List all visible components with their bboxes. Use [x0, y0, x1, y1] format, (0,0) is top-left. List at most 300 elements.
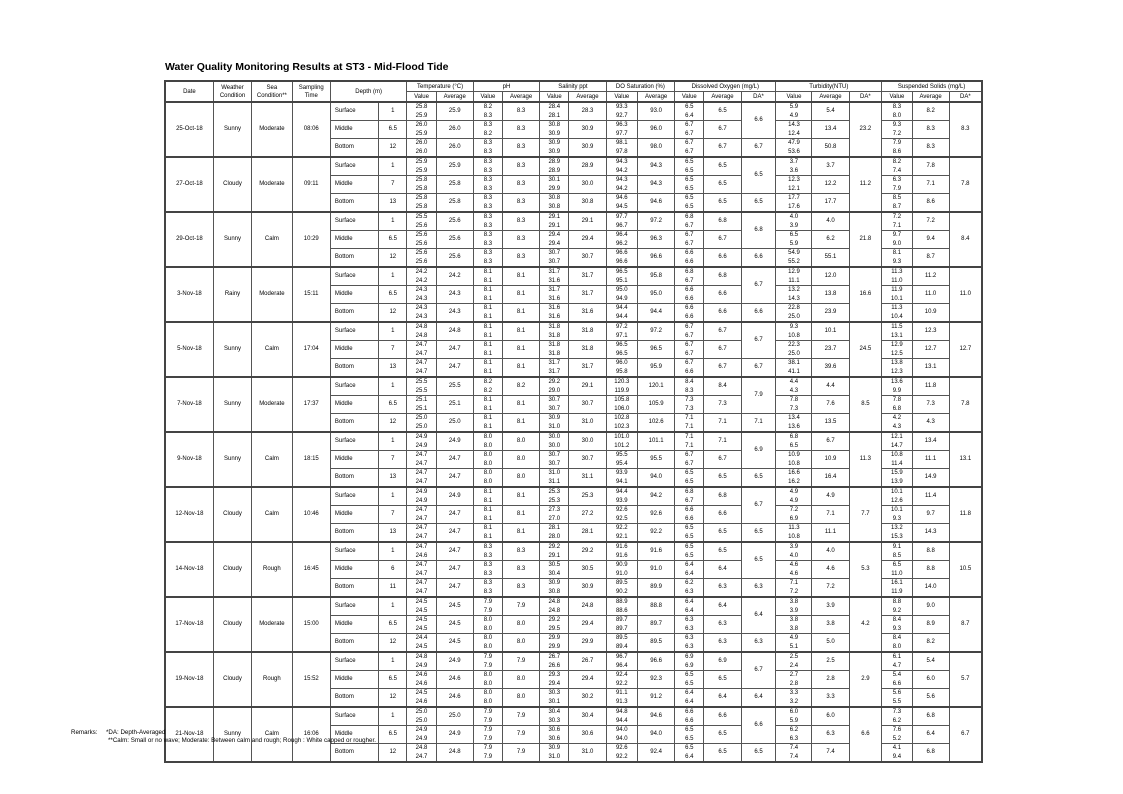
- temperature-values: [407, 487, 436, 506]
- subheader-average: Average: [569, 92, 606, 103]
- suspended-solids-average: 11.2: [912, 267, 949, 286]
- dissolved-oxygen-average: 6.6: [704, 249, 741, 268]
- ph-values-reading: 8.1: [483, 287, 493, 293]
- dissolved-oxygen-values-reading: 6.8: [685, 214, 694, 220]
- dissolved-oxygen-average: 6.5: [704, 726, 741, 744]
- turbidity-da: 11.3: [849, 432, 882, 487]
- salinity-average: 31.8: [569, 341, 606, 359]
- temperature-values: [407, 597, 436, 616]
- temperature-values-reading: 25.1: [415, 405, 428, 412]
- temperature-average: 24.9: [436, 652, 473, 671]
- turbidity-values-reading: 4.9: [789, 635, 799, 641]
- dissolved-oxygen-values: [675, 432, 704, 451]
- sea-condition-cell: Rough: [252, 652, 293, 707]
- suspended-solids-values-reading: 11.4: [891, 460, 903, 467]
- suspended-solids-values: [882, 102, 912, 121]
- turbidity-values-reading: 6.0: [789, 709, 799, 715]
- dissolved-oxygen-values: [675, 561, 704, 579]
- date-group: [165, 542, 982, 597]
- dissolved-oxygen-da: 6.4: [741, 597, 776, 634]
- suspended-solids-values-reading: 9.7: [892, 232, 902, 238]
- temperature-values: [407, 561, 436, 579]
- dissolved-oxygen-values-reading: 6.6: [685, 250, 694, 256]
- depth-m-cell: 1: [379, 707, 407, 726]
- salinity-values: [540, 176, 569, 194]
- temperature-average: 24.7: [436, 524, 473, 543]
- sampling-time-cell: 15:52: [292, 652, 330, 707]
- do-saturation-values-reading: 92.5: [615, 515, 628, 522]
- salinity-average: 29.1: [569, 377, 606, 396]
- turbidity-values-reading: 25.0: [788, 350, 800, 357]
- turbidity-values-reading: 12.3: [788, 177, 800, 183]
- ph-values-reading: 8.1: [483, 277, 493, 284]
- depth-m-cell: 1: [379, 267, 407, 286]
- salinity-values: [540, 212, 569, 231]
- depth-m-cell: 1: [379, 322, 407, 341]
- turbidity-values-reading: 2.5: [789, 654, 799, 660]
- dissolved-oxygen-average: 7.3: [704, 396, 741, 414]
- suspended-solids-average: 6.4: [912, 726, 949, 744]
- weather-cell: Sunny: [213, 322, 251, 377]
- turbidity-values-reading: 3.8: [789, 625, 799, 632]
- turbidity-average: 11.1: [812, 524, 849, 543]
- suspended-solids-values-reading: 6.3: [892, 177, 902, 183]
- turbidity-values-reading: 10.9: [788, 452, 800, 458]
- depth-label-cell: Surface: [330, 542, 378, 561]
- dissolved-oxygen-values: [675, 231, 704, 249]
- ph-values-reading: 8.3: [483, 552, 493, 559]
- salinity-values-reading: 28.0: [548, 533, 561, 540]
- suspended-solids-values: [882, 451, 912, 469]
- table-row: [165, 432, 982, 451]
- temperature-values-reading: 24.7: [415, 562, 428, 568]
- suspended-solids-values-reading: 7.6: [892, 727, 902, 733]
- header-depth: Depth (m): [330, 81, 407, 102]
- do-saturation-values-reading: 91.6: [615, 544, 628, 550]
- do-saturation-values: [606, 432, 638, 451]
- salinity-values: [540, 744, 569, 763]
- suspended-solids-values-reading: 9.3: [892, 122, 902, 128]
- dissolved-oxygen-average: 6.7: [704, 121, 741, 139]
- temperature-values-reading: 25.8: [415, 185, 428, 192]
- do-saturation-values-reading: 96.5: [615, 342, 628, 348]
- do-saturation-values-reading: 119.9: [614, 387, 630, 394]
- do-saturation-values-reading: 94.1: [615, 478, 628, 485]
- ph-values: [473, 432, 502, 451]
- depth-label-cell: Middle: [330, 231, 378, 249]
- do-saturation-values: [606, 377, 638, 396]
- temperature-values-reading: 24.5: [415, 599, 428, 605]
- salinity-average: 30.9: [569, 579, 606, 598]
- subheader-average: Average: [912, 92, 949, 103]
- turbidity-values-reading: 4.6: [789, 562, 799, 568]
- weather-cell: Sunny: [213, 102, 251, 157]
- ph-average: 8.0: [503, 671, 540, 689]
- dissolved-oxygen-values-reading: 6.6: [685, 709, 694, 715]
- ph-values: [473, 561, 502, 579]
- ph-values-reading: 8.0: [483, 625, 493, 632]
- temperature-average: 24.7: [436, 542, 473, 561]
- turbidity-average: 7.2: [812, 579, 849, 598]
- do-saturation-values: [606, 634, 638, 653]
- suspended-solids-values-reading: 13.8: [891, 360, 903, 366]
- do-saturation-values-reading: 102.3: [614, 423, 630, 430]
- ph-values: [473, 652, 502, 671]
- temperature-average: 26.0: [436, 139, 473, 158]
- dissolved-oxygen-da: 6.7: [741, 322, 776, 359]
- temperature-values-reading: 24.7: [415, 588, 428, 595]
- suspended-solids-average: 6.8: [912, 744, 949, 763]
- salinity-values-reading: 31.7: [548, 360, 561, 366]
- salinity-average: 30.8: [569, 194, 606, 213]
- turbidity-average: 7.1: [812, 506, 849, 524]
- sampling-time-cell: 08:06: [292, 102, 330, 157]
- depth-label-cell: Bottom: [330, 579, 378, 598]
- turbidity-values-reading: 2.7: [789, 672, 799, 678]
- ph-average: 7.9: [503, 726, 540, 744]
- temperature-values-reading: 24.7: [415, 470, 428, 476]
- ph-values-reading: 8.0: [483, 434, 493, 440]
- turbidity-average: 13.4: [812, 121, 849, 139]
- salinity-average: 28.9: [569, 157, 606, 176]
- suspended-solids-values: [882, 432, 912, 451]
- do-saturation-values-reading: 89.5: [615, 635, 628, 641]
- suspended-solids-values-reading: 12.1: [891, 434, 903, 440]
- temperature-average: 25.8: [436, 194, 473, 213]
- salinity-values-reading: 30.3: [548, 690, 561, 696]
- turbidity-values: [776, 726, 812, 744]
- do-saturation-values-reading: 91.3: [615, 698, 628, 705]
- turbidity-values-reading: 3.9: [789, 544, 799, 550]
- do-saturation-values-reading: 96.4: [615, 662, 628, 669]
- turbidity-values-reading: 13.4: [788, 415, 800, 421]
- temperature-average: 24.5: [436, 634, 473, 653]
- date-cell: 25-Oct-18: [165, 102, 213, 157]
- dissolved-oxygen-average: 6.7: [704, 341, 741, 359]
- dissolved-oxygen-average: 7.1: [704, 414, 741, 433]
- temperature-values-reading: 24.7: [415, 478, 428, 485]
- temperature-values-reading: 24.5: [415, 607, 428, 614]
- ph-values-reading: 7.9: [483, 717, 493, 724]
- salinity-average: 30.7: [569, 396, 606, 414]
- salinity-values-reading: 30.7: [548, 258, 561, 265]
- dissolved-oxygen-values-reading: 6.5: [685, 525, 694, 531]
- suspended-solids-values: [882, 194, 912, 213]
- do-saturation-values-reading: 91.0: [615, 570, 628, 577]
- salinity-values-reading: 31.8: [548, 342, 561, 348]
- turbidity-values-reading: 3.9: [789, 607, 799, 614]
- ph-average: 8.3: [503, 121, 540, 139]
- depth-label-cell: Middle: [330, 506, 378, 524]
- dissolved-oxygen-values-reading: 6.4: [685, 690, 694, 696]
- dissolved-oxygen-average: 6.7: [704, 231, 741, 249]
- turbidity-average: 4.0: [812, 542, 849, 561]
- turbidity-values-reading: 13.2: [788, 287, 800, 293]
- temperature-values-reading: 24.7: [415, 368, 428, 375]
- do-saturation-values-reading: 96.4: [615, 232, 628, 238]
- suspended-solids-values-reading: 8.3: [892, 104, 902, 110]
- suspended-solids-values-reading: 13.2: [891, 525, 903, 531]
- suspended-solids-values-reading: 10.1: [891, 295, 903, 302]
- turbidity-da: 23.2: [849, 102, 882, 157]
- do-saturation-values: [606, 212, 638, 231]
- weather-cell: Cloudy: [213, 652, 251, 707]
- temperature-values: [407, 726, 436, 744]
- ph-values-reading: 7.9: [483, 654, 493, 660]
- do-saturation-values-reading: 94.2: [615, 185, 628, 192]
- turbidity-values-reading: 7.2: [789, 507, 799, 513]
- temperature-average: 25.9: [436, 102, 473, 121]
- ph-values-reading: 8.3: [483, 588, 493, 595]
- suspended-solids-values-reading: 9.9: [892, 387, 902, 394]
- temperature-values-reading: 24.5: [415, 690, 428, 696]
- weather-cell: Sunny: [213, 432, 251, 487]
- turbidity-values-reading: 53.6: [788, 148, 800, 155]
- salinity-values: [540, 231, 569, 249]
- turbidity-values-reading: 6.5: [789, 232, 799, 238]
- turbidity-values-reading: 5.9: [789, 240, 799, 247]
- ph-values: [473, 396, 502, 414]
- suspended-solids-average: 8.2: [912, 634, 949, 653]
- dissolved-oxygen-values-reading: 7.1: [685, 423, 694, 430]
- salinity-values-reading: 27.0: [548, 515, 561, 522]
- suspended-solids-values: [882, 322, 912, 341]
- depth-m-cell: 1: [379, 487, 407, 506]
- temperature-values-reading: 24.8: [415, 745, 428, 751]
- dissolved-oxygen-values-reading: 6.5: [685, 745, 694, 751]
- temperature-values-reading: 25.6: [415, 258, 428, 265]
- suspended-solids-values-reading: 8.0: [892, 643, 902, 650]
- salinity-average: 28.1: [569, 524, 606, 543]
- turbidity-values-reading: 6.5: [789, 442, 799, 449]
- dissolved-oxygen-da-bottom: 6.6: [741, 304, 776, 323]
- ph-average: 8.3: [503, 176, 540, 194]
- sea-condition-cell: Calm: [252, 432, 293, 487]
- depth-label-cell: Middle: [330, 561, 378, 579]
- suspended-solids-values: [882, 121, 912, 139]
- do-saturation-values-reading: 102.8: [614, 415, 630, 421]
- suspended-solids-values-reading: 10.1: [891, 489, 903, 495]
- suspended-solids-da: 11.8: [949, 487, 982, 542]
- dissolved-oxygen-values: [675, 396, 704, 414]
- dissolved-oxygen-values-reading: 6.4: [685, 562, 694, 568]
- depth-m-cell: 1: [379, 212, 407, 231]
- dissolved-oxygen-values: [675, 341, 704, 359]
- dissolved-oxygen-values: [675, 267, 704, 286]
- dissolved-oxygen-values-reading: 7.1: [685, 434, 694, 440]
- turbidity-values-reading: 4.0: [789, 214, 799, 220]
- temperature-values-reading: 25.0: [415, 709, 428, 715]
- temperature-values: [407, 652, 436, 671]
- dissolved-oxygen-values: [675, 726, 704, 744]
- turbidity-values: [776, 359, 812, 378]
- weather-cell: Sunny: [213, 377, 251, 432]
- do-saturation-values-reading: 89.5: [615, 580, 628, 586]
- suspended-solids-values: [882, 597, 912, 616]
- turbidity-values-reading: 14.3: [788, 122, 800, 128]
- dissolved-oxygen-values-reading: 6.5: [685, 185, 694, 192]
- suspended-solids-values: [882, 139, 912, 158]
- salinity-values-reading: 29.2: [548, 544, 561, 550]
- suspended-solids-average: 8.6: [912, 194, 949, 213]
- suspended-solids-da: 10.5: [949, 542, 982, 597]
- depth-label-cell: Surface: [330, 322, 378, 341]
- suspended-solids-values-reading: 8.1: [892, 250, 902, 256]
- temperature-values: [407, 469, 436, 488]
- suspended-solids-da: 6.7: [949, 707, 982, 762]
- dissolved-oxygen-values: [675, 506, 704, 524]
- temperature-values-reading: 25.6: [415, 250, 428, 256]
- ph-values: [473, 249, 502, 268]
- turbidity-average: 3.9: [812, 597, 849, 616]
- suspended-solids-values-reading: 13.1: [891, 332, 903, 339]
- depth-m-cell: 13: [379, 359, 407, 378]
- dissolved-oxygen-values: [675, 524, 704, 543]
- salinity-values-reading: 30.9: [548, 148, 561, 155]
- salinity-average: 29.9: [569, 634, 606, 653]
- dissolved-oxygen-values: [675, 359, 704, 378]
- sea-condition-cell: Calm: [252, 322, 293, 377]
- turbidity-average: 6.2: [812, 231, 849, 249]
- ph-values: [473, 322, 502, 341]
- do-saturation-values-reading: 89.4: [615, 643, 628, 650]
- do-saturation-values-reading: 95.5: [615, 452, 628, 458]
- suspended-solids-values-reading: 9.0: [892, 240, 902, 247]
- ph-average: 8.0: [503, 634, 540, 653]
- temperature-values-reading: 25.0: [415, 415, 428, 421]
- table-header: [165, 81, 982, 102]
- dissolved-oxygen-da-bottom: 6.7: [741, 359, 776, 378]
- do-saturation-values-reading: 105.8: [614, 397, 630, 403]
- do-saturation-average: 94.0: [638, 726, 675, 744]
- table-row: [165, 542, 982, 561]
- turbidity-average: 4.9: [812, 487, 849, 506]
- dissolved-oxygen-values-reading: 7.3: [685, 397, 694, 403]
- salinity-values-reading: 30.3: [548, 717, 561, 724]
- turbidity-values: [776, 377, 812, 396]
- dissolved-oxygen-values-reading: 6.6: [685, 305, 694, 311]
- temperature-values: [407, 616, 436, 634]
- dissolved-oxygen-values-reading: 6.3: [685, 617, 694, 623]
- date-group: [165, 597, 982, 652]
- turbidity-values: [776, 231, 812, 249]
- do-saturation-average: 89.7: [638, 616, 675, 634]
- ph-values-reading: 8.0: [483, 470, 493, 476]
- turbidity-values-reading: 3.2: [789, 698, 799, 705]
- date-cell: 3-Nov-18: [165, 267, 213, 322]
- depth-m-cell: 13: [379, 524, 407, 543]
- suspended-solids-values: [882, 377, 912, 396]
- temperature-average: 24.5: [436, 597, 473, 616]
- salinity-values-reading: 25.3: [548, 497, 561, 504]
- ph-values-reading: 8.0: [483, 452, 493, 458]
- temperature-values-reading: 25.8: [415, 104, 428, 110]
- suspended-solids-average: 14.3: [912, 524, 949, 543]
- do-saturation-average: 94.6: [638, 707, 675, 726]
- depth-label-cell: Bottom: [330, 689, 378, 708]
- do-saturation-values-reading: 96.2: [615, 240, 628, 247]
- depth-m-cell: 12: [379, 744, 407, 763]
- do-saturation-values-reading: 93.9: [615, 497, 628, 504]
- salinity-values-reading: 26.7: [548, 654, 561, 660]
- suspended-solids-da: 8.7: [949, 597, 982, 652]
- temperature-values: [407, 359, 436, 378]
- dissolved-oxygen-da-bottom: 6.6: [741, 249, 776, 268]
- suspended-solids-values-reading: 6.8: [892, 405, 902, 412]
- temperature-values-reading: 24.6: [415, 672, 428, 678]
- salinity-values-reading: 28.1: [548, 112, 561, 119]
- ph-values: [473, 341, 502, 359]
- dissolved-oxygen-average: 6.6: [704, 304, 741, 323]
- ph-average: 8.0: [503, 469, 540, 488]
- do-saturation-average: 96.5: [638, 341, 675, 359]
- ph-values-reading: 8.3: [483, 148, 493, 155]
- do-saturation-average: 94.0: [638, 469, 675, 488]
- header-suspended-solids: Suspended Solids (mg/L): [882, 81, 982, 92]
- salinity-values: [540, 689, 569, 708]
- suspended-solids-values: [882, 671, 912, 689]
- do-saturation-values: [606, 267, 638, 286]
- dissolved-oxygen-values-reading: 7.1: [685, 415, 694, 421]
- dissolved-oxygen-values-reading: 6.4: [685, 599, 694, 605]
- dissolved-oxygen-values-reading: 6.7: [685, 148, 694, 155]
- salinity-average: 30.4: [569, 707, 606, 726]
- do-saturation-values-reading: 101.0: [614, 434, 630, 440]
- salinity-values: [540, 396, 569, 414]
- date-cell: 12-Nov-18: [165, 487, 213, 542]
- turbidity-average: 3.3: [812, 689, 849, 708]
- dissolved-oxygen-average: 6.5: [704, 671, 741, 689]
- suspended-solids-average: 9.7: [912, 506, 949, 524]
- turbidity-values-reading: 2.8: [789, 680, 799, 687]
- ph-values-reading: 7.9: [483, 735, 493, 742]
- date-group: [165, 157, 982, 212]
- suspended-solids-average: 5.4: [912, 652, 949, 671]
- ph-values-reading: 8.3: [483, 544, 493, 550]
- suspended-solids-average: 6.8: [912, 707, 949, 726]
- turbidity-average: 4.4: [812, 377, 849, 396]
- salinity-values: [540, 579, 569, 598]
- suspended-solids-average: 13.1: [912, 359, 949, 378]
- dissolved-oxygen-values-reading: 6.7: [685, 122, 694, 128]
- turbidity-values-reading: 3.7: [789, 159, 799, 165]
- temperature-values-reading: 24.6: [415, 680, 428, 687]
- depth-label-cell: Middle: [330, 121, 378, 139]
- salinity-values-reading: 31.0: [548, 423, 561, 430]
- turbidity-values: [776, 286, 812, 304]
- ph-values-reading: 8.1: [483, 497, 493, 504]
- ph-values: [473, 689, 502, 708]
- turbidity-values: [776, 432, 812, 451]
- ph-values-reading: 8.0: [483, 478, 493, 485]
- turbidity-values: [776, 671, 812, 689]
- sampling-time-cell: 10:46: [292, 487, 330, 542]
- temperature-values: [407, 121, 436, 139]
- salinity-average: 30.6: [569, 726, 606, 744]
- salinity-values-reading: 31.1: [548, 478, 561, 485]
- temperature-values: [407, 249, 436, 268]
- sampling-time-cell: 09:11: [292, 157, 330, 212]
- dissolved-oxygen-da: 6.6: [741, 102, 776, 139]
- dissolved-oxygen-values-reading: 6.3: [685, 643, 694, 650]
- turbidity-values-reading: 7.4: [789, 753, 799, 760]
- do-saturation-average: 105.9: [638, 396, 675, 414]
- sampling-time-cell: 15:11: [292, 267, 330, 322]
- depth-m-cell: 12: [379, 414, 407, 433]
- depth-label-cell: Bottom: [330, 139, 378, 158]
- dissolved-oxygen-average: 6.7: [704, 139, 741, 158]
- do-saturation-values: [606, 707, 638, 726]
